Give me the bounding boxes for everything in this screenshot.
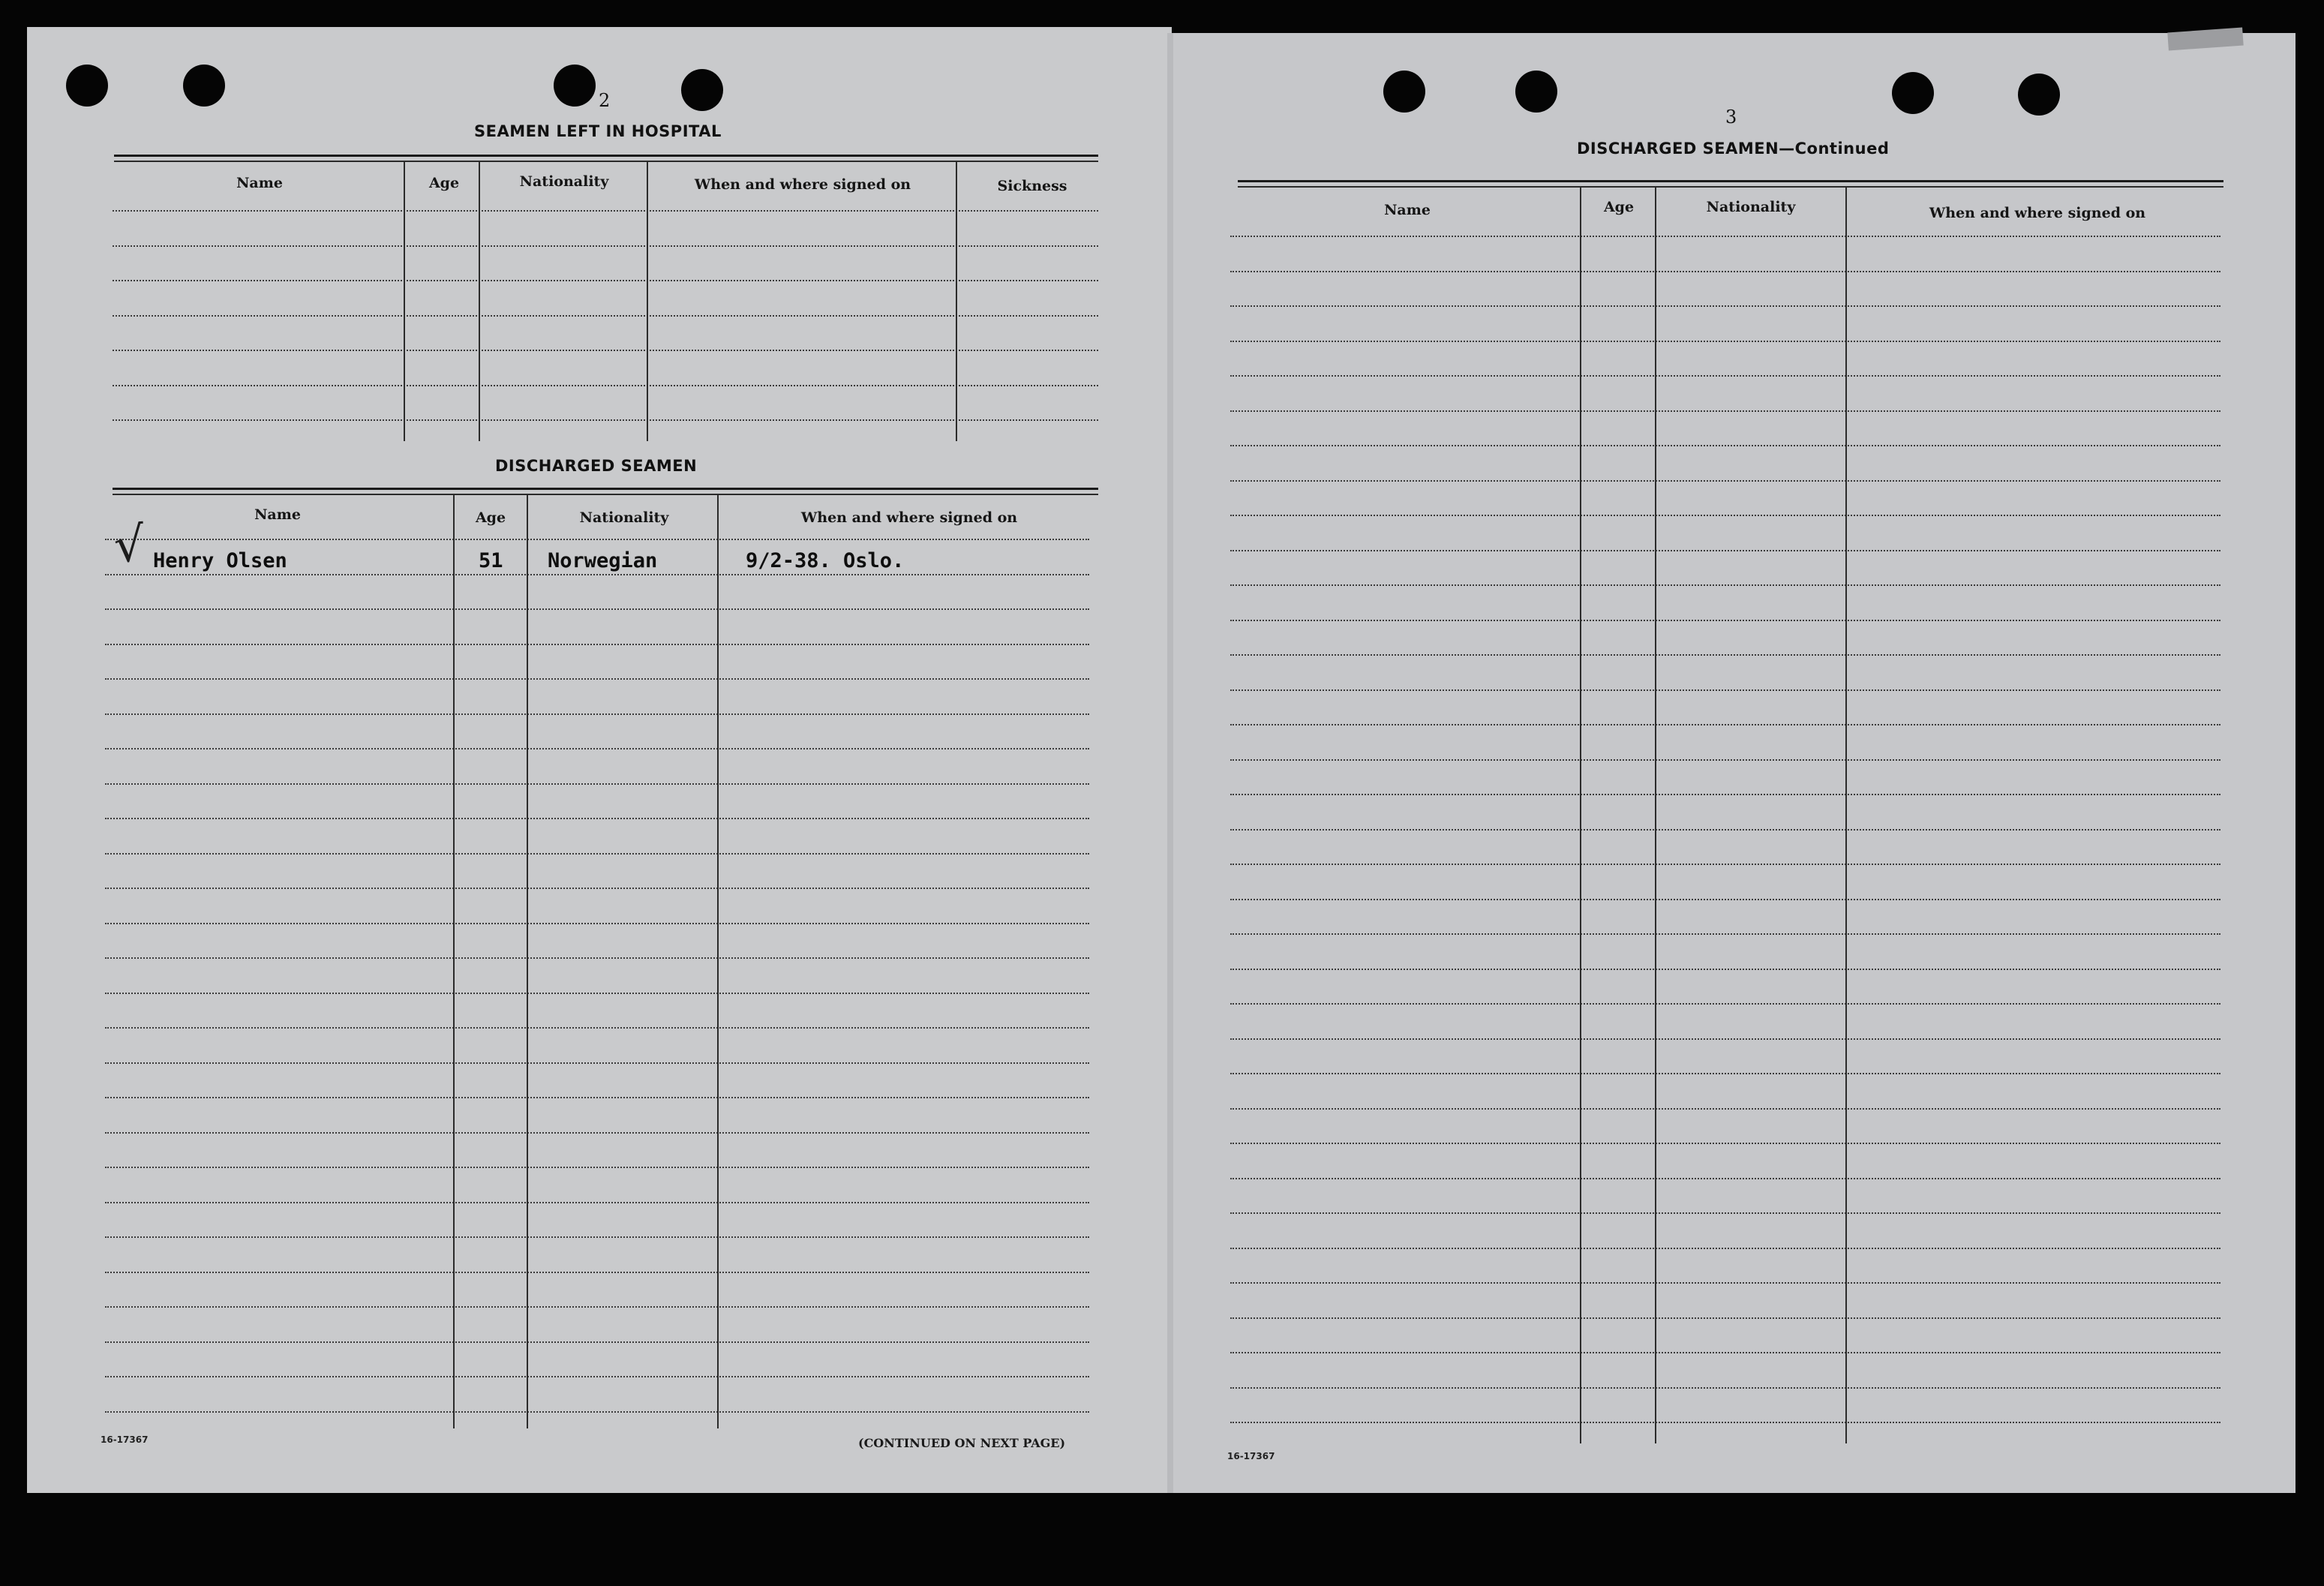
table-row-line [105,1272,1089,1273]
hospital-rule-top2 [114,161,1098,162]
continued-col-signed-on: When and where signed on [1929,205,2146,221]
continued-note: (CONTINUED ON NEXT PAGE) [858,1436,1066,1450]
discharged-continued-title: DISCHARGED SEAMEN—Continued [1577,140,1890,158]
table-row-line [1230,794,2220,795]
table-row-line [1230,829,2220,831]
continued-rule-top [1238,180,2223,182]
form-code-right: 16-17367 [1227,1451,1275,1461]
table-row-line [1230,271,2220,272]
continued-rule-top2 [1238,186,2223,188]
table-row-line [113,280,1098,281]
table-row-line [1230,1003,2220,1005]
table-row-line [113,210,1098,212]
entry-name: Henry Olsen [153,549,287,572]
table-row-line [105,888,1089,889]
table-row-line [1230,236,2220,237]
table-row-line [1230,689,2220,691]
hospital-col-name: Name [236,175,283,191]
table-column-line [717,495,719,1428]
table-row-line [105,1027,1089,1029]
table-row-line [105,1167,1089,1168]
table-row-line [105,539,1089,540]
continued-col-name: Name [1384,202,1431,218]
hospital-section-title: SEAMEN LEFT IN HOSPITAL [474,122,722,140]
form-code-left: 16-17367 [101,1434,149,1445]
punch-hole [554,65,596,107]
table-row-line [1230,341,2220,342]
punch-hole [1515,71,1557,113]
table-row-line [1230,1387,2220,1389]
hospital-col-age: Age [428,175,460,191]
table-row-line [105,748,1089,749]
table-row-line [1230,480,2220,482]
table-row-line [105,1097,1089,1098]
table-row-line [113,245,1098,247]
table-row-line [105,574,1089,575]
table-column-line [527,495,528,1428]
table-row-line [105,1236,1089,1238]
entry-nationality: Norwegian [548,549,658,572]
table-column-line [647,162,648,441]
table-row-line [1230,1248,2220,1249]
table-row-line [1230,1422,2220,1423]
table-row-line [1230,759,2220,761]
table-row-line [105,993,1089,994]
table-row-line [105,678,1089,680]
table-row-line [105,783,1089,785]
table-row-line [1230,933,2220,935]
punch-hole [66,65,108,107]
punch-hole [681,69,723,111]
hospital-col-sickness: Sickness [997,178,1067,194]
table-row-line [113,419,1098,421]
punch-hole [1383,71,1425,113]
table-row-line [1230,654,2220,656]
table-row-line [105,1306,1089,1308]
table-row-line [105,1202,1089,1203]
table-row-line [1230,1282,2220,1284]
table-row-line [1230,899,2220,900]
table-row-line [1230,864,2220,865]
table-row-line [1230,1143,2220,1144]
table-row-line [1230,445,2220,446]
table-row-line [1230,1317,2220,1319]
discharged-section-title: DISCHARGED SEAMEN [495,457,698,475]
table-row-line [1230,515,2220,516]
page-fold [1167,33,1173,1493]
table-row-line [105,1411,1089,1413]
check-mark-icon: √ [112,516,147,575]
table-row-line [105,957,1089,959]
table-row-line [105,644,1089,645]
table-column-line [1845,188,1847,1443]
discharged-col-nationality: Nationality [579,509,669,526]
right-page [1172,33,2295,1493]
table-column-line [479,162,480,441]
table-row-line [1230,1212,2220,1214]
table-row-line [105,713,1089,715]
table-row-line [105,1062,1089,1064]
entry-age: 51 [479,549,503,572]
table-row-line [1230,410,2220,412]
table-row-line [105,608,1089,610]
table-column-line [1580,188,1581,1443]
table-row-line [105,1376,1089,1377]
continued-col-age: Age [1603,199,1635,215]
table-row-line [1230,620,2220,621]
table-row-line [1230,1108,2220,1110]
punch-hole [183,65,225,107]
table-row-line [105,1341,1089,1343]
table-row-line [113,385,1098,386]
table-row-line [1230,584,2220,586]
table-row-line [1230,1178,2220,1179]
table-row-line [105,853,1089,855]
discharged-rule-top2 [113,494,1098,495]
table-row-line [105,1132,1089,1134]
table-column-line [1655,188,1656,1443]
table-row-line [113,350,1098,351]
table-row-line [1230,550,2220,551]
discharged-col-signed-on: When and where signed on [800,509,1018,526]
table-column-line [453,495,455,1428]
continued-col-nationality: Nationality [1706,199,1796,215]
entry-signed-on: 9/2-38. Oslo. [746,549,905,572]
table-row-line [1230,724,2220,725]
table-row-line [105,923,1089,924]
table-row-line [113,315,1098,317]
table-column-line [404,162,405,441]
table-row-line [1230,1038,2220,1040]
page-number-left: 2 [599,90,611,111]
hospital-col-signed-on: When and where signed on [694,176,911,193]
punch-hole [2018,74,2060,116]
discharged-col-name: Name [254,506,301,523]
table-row-line [1230,1352,2220,1353]
table-row-line [1230,1073,2220,1074]
table-row-line [105,818,1089,819]
table-row-line [1230,305,2220,307]
page-number-right: 3 [1725,107,1737,128]
table-row-line [1230,969,2220,970]
table-column-line [956,162,957,441]
discharged-col-age: Age [475,509,506,526]
hospital-rule-top [114,155,1098,157]
punch-hole [1892,72,1934,114]
discharged-rule-top [113,488,1098,490]
table-row-line [1230,375,2220,377]
hospital-col-nationality: Nationality [519,173,609,190]
